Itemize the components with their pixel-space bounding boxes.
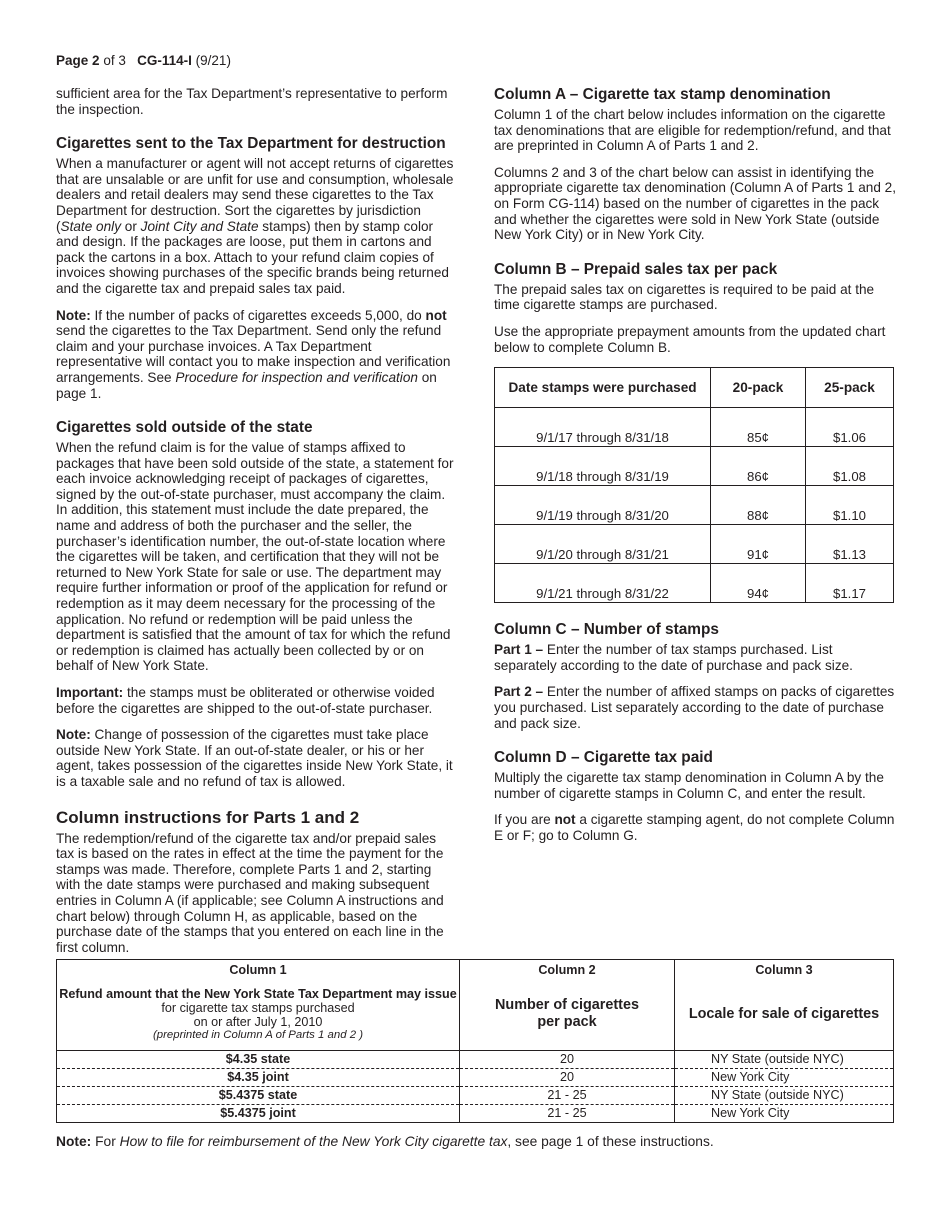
- ref-desc-row: [57, 978, 894, 1051]
- rates-header-20pack: 20-pack: [711, 368, 806, 408]
- table-row: [495, 447, 894, 486]
- rate-20pack: 94¢: [711, 564, 806, 603]
- rate-25pack: $1.10: [806, 486, 894, 525]
- ref-col1-desc-line2: for cigarette tax stamps purchased: [161, 1001, 355, 1015]
- ref-locale: New York City: [675, 1069, 894, 1087]
- column-c-section: [494, 621, 896, 731]
- table-row: [57, 1087, 894, 1105]
- page-prefix: Page: [56, 53, 89, 68]
- column-a-paragraph-1: Column 1 of the chart below includes information on the cigarette tax denominations that are eligible for redemption/refund, and that are preprinted in Column A of Parts 1 and 2.: [494, 107, 891, 154]
- table-row: [57, 1069, 894, 1087]
- ref-count: 21 - 25: [460, 1105, 675, 1123]
- ref-locale: New York City: [675, 1105, 894, 1123]
- page-of: of 3: [103, 53, 126, 68]
- destruction-paragraph: When a manufacturer or agent will not accept returns of cigarettes that are unsalable or are unfit for use and consumption, wholesale dealers and retail dealers may send these cigarettes to the Tax Department for destruction. Sort the cigarettes by jurisdiction (State only or Joint City and State stamps) then by stamp color and design. If the packages are loose, put them in cartons and pack the cartons in a box. Attach to your refund claim copies of invoices showing purchases of the specific brands being returned and the cigarette tax and prepaid sales tax paid.: [56, 156, 454, 296]
- ref-count: 20: [460, 1069, 675, 1087]
- ref-col1-desc: [57, 978, 460, 1051]
- page-number: 2: [92, 53, 100, 68]
- ref-amount: $5.4375 joint: [57, 1105, 460, 1123]
- ref-locale: NY State (outside NYC): [675, 1087, 894, 1105]
- rate-20pack: 85¢: [711, 408, 806, 447]
- rate-25pack: $1.13: [806, 525, 894, 564]
- left-column: [56, 86, 456, 966]
- table-row: [495, 564, 894, 603]
- destruction-title: Cigarettes sent to the Tax Department for destruction: [56, 135, 446, 153]
- rate-25pack: $1.17: [806, 564, 894, 603]
- prepaid-rates-table: [494, 367, 894, 603]
- rate-date: 9/1/19 through 8/31/20: [495, 486, 711, 525]
- table-row: [495, 525, 894, 564]
- ref-amount: $4.35 joint: [57, 1069, 460, 1087]
- form-date: (9/21): [195, 53, 231, 68]
- ref-col3-desc: Locale for sale of cigarettes: [675, 978, 894, 1051]
- column-c-part2: Part 2 – Enter the number of affixed stamps on packs of cigarettes you purchased. List separately according to the date of purchase and pack size.: [494, 684, 895, 731]
- destruction-section: [56, 135, 456, 401]
- column-b-section: [494, 261, 896, 603]
- ref-col2-desc: Number of cigarettes per pack: [460, 978, 675, 1051]
- rate-20pack: 86¢: [711, 447, 806, 486]
- ref-count: 21 - 25: [460, 1087, 675, 1105]
- table-row: [57, 1105, 894, 1123]
- rates-header-row: [495, 368, 894, 408]
- column-d-paragraph-2: If you are not a cigarette stamping agent, do not complete Column E or F; go to Column G.: [494, 812, 895, 843]
- denomination-reference-table-wrap: [56, 959, 894, 1123]
- ref-col1-desc-title: Refund amount that the New York State Tax Department may issue: [59, 987, 457, 1001]
- ref-amount: $5.4375 state: [57, 1087, 460, 1105]
- column-instructions-paragraph: The redemption/refund of the cigarette tax and/or prepaid sales tax is based on the rates in effect at the time the payment for the stamps was made. Therefore, complete Parts 1 and 2, starting with the date stamps were purchased and making subsequent entries in Column A (if applicable; see Column A instructions and chart below) through Column H, as applicable, based on the purchase date of the stamps that you entered on each line in the first column.: [56, 830, 444, 955]
- right-column: [494, 86, 896, 854]
- rate-date: 9/1/20 through 8/31/21: [495, 525, 711, 564]
- destruction-note: Note: If the number of packs of cigarettes exceeds 5,000, do not send the cigarettes to the Tax Department. Send only the refund claim and your purchase invoices. A Tax Department representative will contact you to make inspection and verification arrangements. See Procedure for inspection and verification on page 1.: [56, 307, 451, 401]
- important-note: Important: the stamps must be obliterated or otherwise voided before the cigarettes are shipped to the out-of-state purchaser.: [56, 685, 435, 716]
- rate-date: 9/1/17 through 8/31/18: [495, 408, 711, 447]
- ref-col1-head: Column 1: [57, 960, 460, 979]
- column-c-title: Column C – Number of stamps: [494, 621, 719, 639]
- column-a-paragraph-2: Columns 2 and 3 of the chart below can assist in identifying the appropriate cigarette tax denomination (Column A of Parts 1 and 2, on Form CG-114) based on the number of cigarettes in the pack and whether the cigarettes were sold in New York State (outside New York City) or in New York City.: [494, 164, 897, 243]
- table-row: [495, 408, 894, 447]
- page-header: [56, 53, 231, 68]
- rate-20pack: 88¢: [711, 486, 806, 525]
- outside-state-section: [56, 419, 456, 789]
- table-row: [57, 1051, 894, 1069]
- ref-col1-desc-line4: (preprinted in Column A of Parts 1 and 2 ): [153, 1029, 363, 1041]
- form-id: CG-114-I: [137, 53, 192, 68]
- column-b-title: Column B – Prepaid sales tax per pack: [494, 260, 778, 278]
- denomination-reference-table: [56, 959, 894, 1123]
- outside-state-title: Cigarettes sold outside of the state: [56, 419, 313, 437]
- rates-header-25pack: 25-pack: [806, 368, 894, 408]
- intro-section: [56, 86, 456, 117]
- column-b-paragraph-1: The prepaid sales tax on cigarettes is required to be paid at the time cigarette stamps are purchased.: [494, 281, 875, 313]
- possession-note: Note: Change of possession of the cigarettes must take place outside New York State. If an out-of-state dealer, or his or her agent, takes possession of the cigarettes inside New York State, it is a taxable sale and no refund of tax is allowed.: [56, 727, 453, 789]
- column-c-part1: Part 1 – Enter the number of tax stamps purchased. List separately according to the date of purchase and pack size.: [494, 642, 853, 673]
- intro-text: sufficient area for the Tax Department’s representative to perform the inspection.: [56, 86, 448, 117]
- ref-amount: $4.35 state: [57, 1051, 460, 1069]
- ref-col2-head: Column 2: [460, 960, 675, 979]
- bottom-note: Note: For How to file for reimbursement of the New York City cigarette tax, see page 1 of these instructions.: [56, 1134, 714, 1149]
- ref-count: 20: [460, 1051, 675, 1069]
- column-a-title: Column A – Cigarette tax stamp denomination: [494, 86, 831, 103]
- table-row: [495, 486, 894, 525]
- column-d-section: [494, 749, 896, 843]
- rate-25pack: $1.08: [806, 447, 894, 486]
- rate-20pack: 91¢: [711, 525, 806, 564]
- column-d-paragraph-1: Multiply the cigarette tax stamp denomination in Column A by the number of cigarette stamps in Column C, and enter the result.: [494, 770, 884, 801]
- column-instructions-title: Column instructions for Parts 1 and 2: [56, 807, 360, 827]
- column-d-title: Column D – Cigarette tax paid: [494, 749, 713, 767]
- column-a-section: [494, 86, 896, 243]
- rate-date: 9/1/18 through 8/31/19: [495, 447, 711, 486]
- ref-locale: NY State (outside NYC): [675, 1051, 894, 1069]
- rates-header-date: Date stamps were purchased: [495, 368, 711, 408]
- column-b-paragraph-2: Use the appropriate prepayment amounts from the updated chart below to complete Column B.: [494, 323, 886, 355]
- outside-state-paragraph: When the refund claim is for the value of stamps affixed to packages that have been sold outside of the state, a statement for each invoice acknowledging receipt of packages of cigarettes, signed by the out-of-state purchaser, must accompany the claim. In addition, this statement must include the date prepared, the name and address of both the purchaser and the seller, the purchaser’s identification number, the out-of-state location where the cigarettes will be taken, and certification that they will not be returned to New York State for sale or use. The department may require further information or proof of the application for refund or redemption as it may deem necessary for the processing of the application. No refund or redemption will be paid unless the department is satisfied that the amount of tax for which the refund or redemption is claimed has actually been collected by or on behalf of New York State.: [56, 440, 454, 674]
- ref-header-row: [57, 960, 894, 979]
- ref-col3-head: Column 3: [675, 960, 894, 979]
- ref-col1-desc-line3: on or after July 1, 2010: [193, 1015, 323, 1029]
- rate-25pack: $1.06: [806, 408, 894, 447]
- column-instructions-section: [56, 808, 456, 956]
- rate-date: 9/1/21 through 8/31/22: [495, 564, 711, 603]
